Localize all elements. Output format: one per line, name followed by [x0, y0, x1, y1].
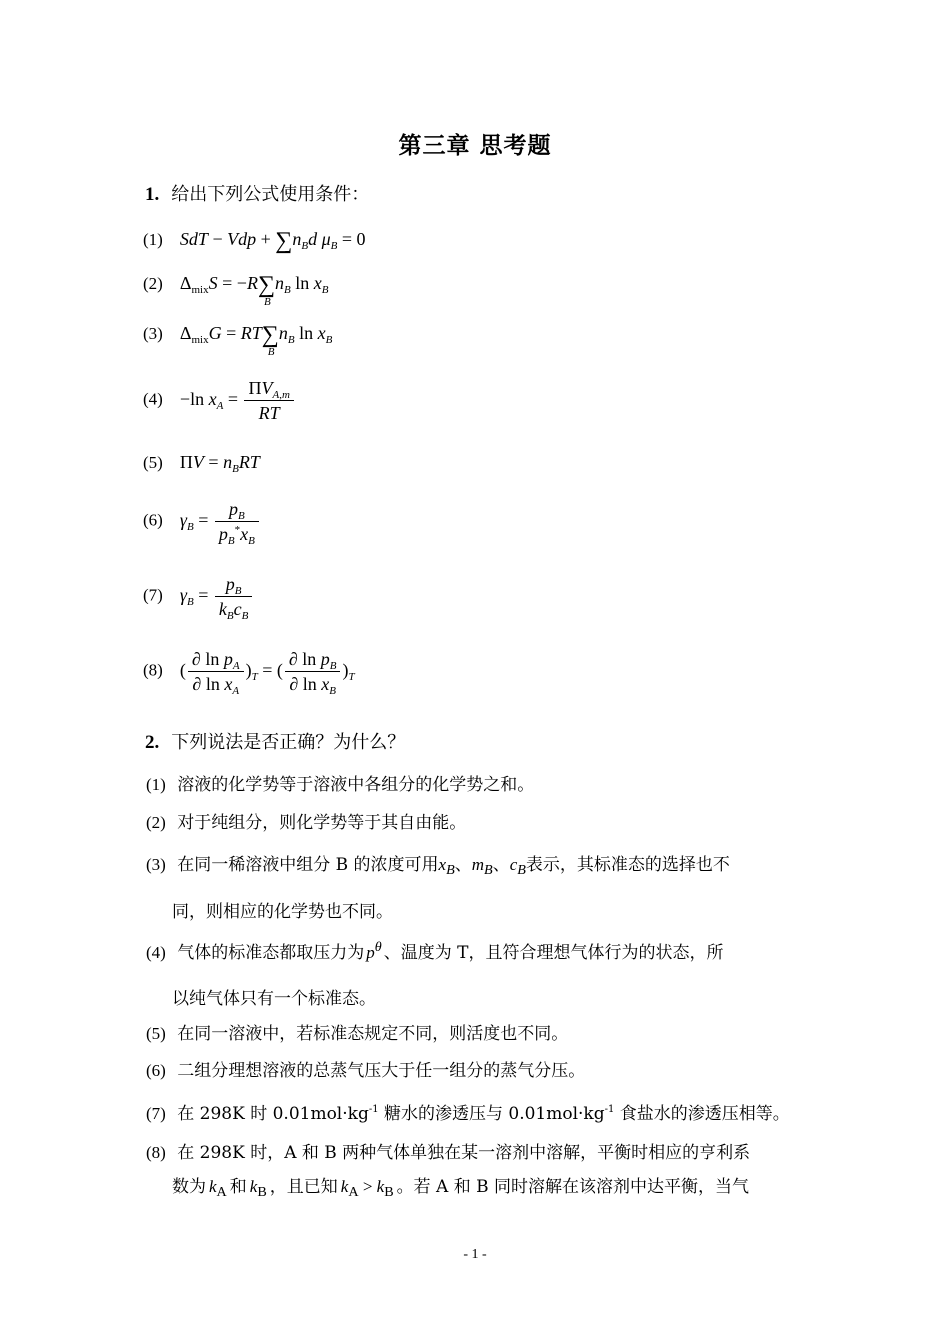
formula-expression: $\Pi V = n_BRT$	[179, 452, 260, 475]
inequality-kA-gt-kB: $k_A > k_B$	[340, 1177, 394, 1200]
statement-text: 溶液的化学势等于溶液中各组分的化学势之和。	[177, 775, 535, 795]
symbol-p-standard: $p^\theta$	[366, 939, 382, 962]
formula-4	[143, 376, 296, 425]
statement-text: 对于纯组分，则化学势等于其自由能。	[177, 813, 467, 833]
formula-1	[143, 228, 366, 255]
formula-5	[143, 452, 260, 473]
formula-label: (8)	[143, 660, 163, 680]
statement-label: (4)	[146, 943, 166, 962]
symbol-kB: $k_B$	[249, 1177, 267, 1200]
section-2-text: 下列说法是否正确？为什么？	[171, 732, 406, 753]
page-title: 第三章 思考题	[398, 132, 552, 159]
superscript: -1	[604, 1104, 615, 1115]
statement-label: (8)	[146, 1143, 166, 1162]
statement-text: 在 298K 时 0.01mol·kg	[177, 1104, 369, 1124]
statement-label: (2)	[146, 813, 166, 832]
formula-label: (1)	[143, 230, 163, 249]
section-1-number: 1.	[145, 184, 160, 205]
statement-text: 在同一溶液中，若标准态规定不同，则活度也不同。	[177, 1024, 569, 1044]
statement-text: 。若 A 和 B 同时溶解在该溶剂中达平衡，当气	[396, 1177, 750, 1197]
statement-text: 在 298K 时，A 和 B 两种气体单独在某一溶剂中溶解，平衡时相应的亨利系	[177, 1143, 751, 1163]
statement-text: 表示，其标准态的选择也不	[525, 855, 730, 875]
statement-4	[146, 938, 723, 963]
section-2-number: 2.	[145, 732, 160, 753]
formula-expression: SdT − Vdp + $\sum n_Bd$ $\mu_B = 0$	[179, 228, 366, 254]
statement-2	[146, 808, 466, 833]
superscript: -1	[368, 1104, 379, 1115]
symbol-cB: $c_B$	[509, 855, 526, 878]
formula-label: (4)	[143, 389, 163, 409]
formula-label: (2)	[143, 274, 163, 293]
statement-label: (5)	[146, 1024, 166, 1043]
statement-8-continued	[172, 1172, 750, 1200]
formula-label: (5)	[143, 453, 163, 472]
formula-expression: $\Delta_{mix}S = -R\sum$ B $n_B$ $\ln x_B$	[179, 272, 329, 308]
statement-text: 、温度为 T，且符合理想气体行为的状态，所	[383, 943, 724, 963]
symbol-mB: $m_B$	[471, 855, 493, 878]
statement-text: 数为	[172, 1177, 206, 1197]
statement-1	[146, 770, 534, 795]
formula-6	[143, 497, 261, 546]
statement-label: (6)	[146, 1061, 166, 1080]
formula-label: (3)	[143, 324, 163, 343]
statement-text: 二组分理想溶液的总蒸气压大于任一组分的蒸气分压。	[177, 1061, 586, 1081]
symbol-kA: $k_A$	[209, 1177, 227, 1200]
formula-expression: −ln $x_A$ = $\frac{\Pi V_{A,m}}{RT}$	[180, 389, 296, 409]
section-1-heading	[145, 180, 369, 206]
statement-6	[146, 1056, 585, 1081]
statement-text: 和	[229, 1177, 247, 1197]
statement-5	[146, 1019, 568, 1044]
statement-text: 在同一稀溶液中组分 B 的浓度可用	[177, 855, 439, 875]
statement-text: ，且已知	[269, 1177, 338, 1197]
formula-expression: $\gamma_B$ = $\frac{p_B}{k_Bc_B}$	[180, 585, 254, 605]
formula-label: (6)	[143, 510, 163, 530]
statement-4-continued: 以纯气体只有一个标准态。	[172, 989, 376, 1009]
statement-8	[146, 1138, 750, 1163]
statement-text: 气体的标准态都取压力为	[177, 943, 365, 963]
statement-label: (7)	[146, 1104, 166, 1123]
statement-3-continued: 同，则相应的化学势也不同。	[172, 902, 393, 922]
page-number: - 1 -	[463, 1247, 487, 1262]
statement-label: (1)	[146, 775, 166, 794]
section-2-heading	[145, 728, 405, 754]
formula-expression: $\Delta_{mix}G = RT\sum$ B $n_B$ $\ln x_B$	[179, 322, 333, 358]
formula-7	[143, 572, 254, 621]
formula-expression: $\gamma_B$ = $\frac{p_B}{p_B^*x_B}$	[180, 510, 261, 530]
formula-3	[143, 322, 333, 358]
statement-text: 食盐水的渗透压相等。	[614, 1104, 790, 1124]
section-1-text: 给出下列公式使用条件：	[171, 184, 370, 205]
formula-2	[143, 272, 329, 308]
formula-8	[143, 647, 355, 696]
statement-label: (3)	[146, 855, 166, 874]
statement-7	[146, 1099, 790, 1124]
statement-text: 糖水的渗透压与 0.01mol·kg	[378, 1104, 605, 1124]
statement-3: (3) 在同一稀溶液中组分 B 的浓度可用$x_B$、$m_B$、$c_B$表示，其标准态的选择也不	[146, 855, 730, 878]
symbol-xB: $x_B$	[438, 855, 455, 878]
formula-label: (7)	[143, 585, 163, 605]
formula-expression: ( $\frac{\partial \ln p_A}{\partial \ln x_A}$ )$_T$ = ( $\frac{\partial \ln p_B}{\partial \ln x_B}$ )$_T$	[179, 649, 355, 697]
